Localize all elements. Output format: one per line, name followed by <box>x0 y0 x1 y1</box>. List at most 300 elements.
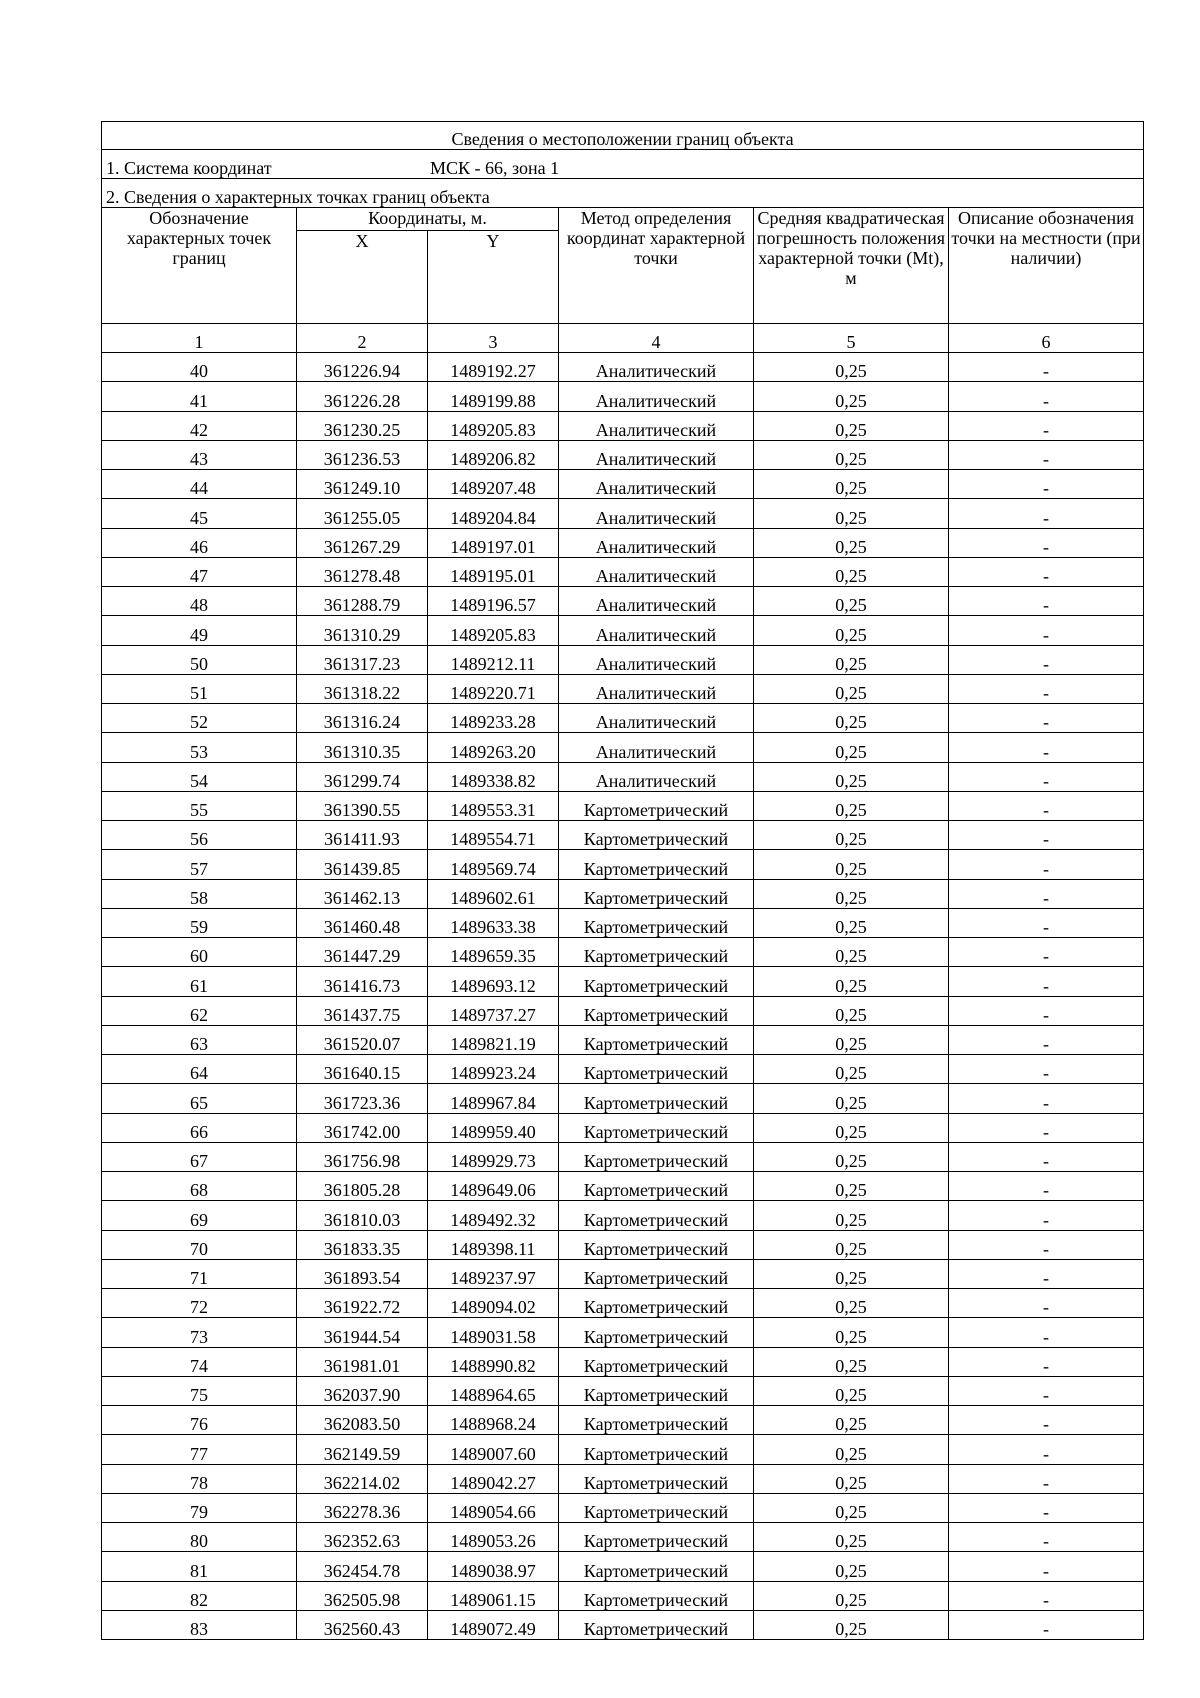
point-number-cell: 45 <box>102 499 297 528</box>
description-cell: - <box>949 704 1144 733</box>
coord-y-cell: 1489737.27 <box>428 996 559 1025</box>
mean-error-cell: 0,25 <box>754 1289 949 1318</box>
coord-y-cell: 1489929.73 <box>428 1142 559 1171</box>
method-cell: Картометрический <box>559 879 754 908</box>
coord-y-cell: 1489192.27 <box>428 353 559 382</box>
coord-y-cell: 1489693.12 <box>428 967 559 996</box>
mean-error-cell: 0,25 <box>754 1552 949 1581</box>
coord-y-cell: 1489042.27 <box>428 1464 559 1493</box>
point-number-cell: 55 <box>102 791 297 820</box>
mean-error-cell: 0,25 <box>754 411 949 440</box>
table-row <box>102 1464 1144 1493</box>
description-cell: - <box>949 1201 1144 1230</box>
coord-x-cell: 361226.94 <box>297 353 428 382</box>
coord-y-cell: 1489633.38 <box>428 908 559 937</box>
coord-x-cell: 361236.53 <box>297 440 428 469</box>
coord-y-cell: 1489220.71 <box>428 674 559 703</box>
method-cell: Картометрический <box>559 1201 754 1230</box>
coord-x-cell: 361833.35 <box>297 1230 428 1259</box>
method-cell: Картометрический <box>559 1084 754 1113</box>
coord-x-cell: 361893.54 <box>297 1259 428 1288</box>
description-cell: - <box>949 1172 1144 1201</box>
header-y: Y <box>428 231 559 324</box>
method-cell: Картометрический <box>559 1493 754 1522</box>
mean-error-cell: 0,25 <box>754 938 949 967</box>
coord-y-cell: 1489338.82 <box>428 762 559 791</box>
description-cell: - <box>949 791 1144 820</box>
coord-y-cell: 1489553.31 <box>428 791 559 820</box>
coord-x-cell: 361411.93 <box>297 821 428 850</box>
table-row <box>102 1376 1144 1405</box>
table-row <box>102 470 1144 499</box>
description-cell: - <box>949 528 1144 557</box>
point-number-cell: 75 <box>102 1376 297 1405</box>
table-row <box>102 704 1144 733</box>
table-body <box>102 353 1144 1640</box>
coord-x-cell: 362560.43 <box>297 1610 428 1639</box>
header-x: X <box>297 231 428 324</box>
description-cell: - <box>949 1084 1144 1113</box>
column-number: 2 <box>297 324 428 353</box>
header-point-designation: Обозначение характерных точек границ <box>102 208 297 324</box>
coord-y-cell: 1489031.58 <box>428 1318 559 1347</box>
mean-error-cell: 0,25 <box>754 762 949 791</box>
table-row <box>102 1172 1144 1201</box>
table-row <box>102 645 1144 674</box>
mean-error-cell: 0,25 <box>754 1201 949 1230</box>
table-row <box>102 411 1144 440</box>
method-cell: Картометрический <box>559 1055 754 1084</box>
method-cell: Картометрический <box>559 967 754 996</box>
description-cell: - <box>949 1289 1144 1318</box>
mean-error-cell: 0,25 <box>754 908 949 937</box>
description-cell: - <box>949 1025 1144 1054</box>
coord-y-cell: 1489821.19 <box>428 1025 559 1054</box>
coord-x-cell: 361299.74 <box>297 762 428 791</box>
description-cell: - <box>949 1113 1144 1142</box>
coord-x-cell: 361288.79 <box>297 587 428 616</box>
description-cell: - <box>949 353 1144 382</box>
mean-error-cell: 0,25 <box>754 645 949 674</box>
section-title: 2. Сведения о характерных точках границ объекта <box>102 179 1144 208</box>
point-number-cell: 68 <box>102 1172 297 1201</box>
mean-error-cell: 0,25 <box>754 1142 949 1171</box>
description-cell: - <box>949 908 1144 937</box>
coord-x-cell: 361437.75 <box>297 996 428 1025</box>
method-cell: Аналитический <box>559 674 754 703</box>
coord-x-cell: 361944.54 <box>297 1318 428 1347</box>
method-cell: Аналитический <box>559 704 754 733</box>
coord-x-cell: 361317.23 <box>297 645 428 674</box>
description-cell: - <box>949 382 1144 411</box>
mean-error-cell: 0,25 <box>754 850 949 879</box>
coord-y-cell: 1489263.20 <box>428 733 559 762</box>
description-cell: - <box>949 821 1144 850</box>
point-number-cell: 83 <box>102 1610 297 1639</box>
method-cell: Картометрический <box>559 1318 754 1347</box>
column-number: 4 <box>559 324 754 353</box>
description-cell: - <box>949 1259 1144 1288</box>
point-number-cell: 44 <box>102 470 297 499</box>
coord-y-cell: 1489492.32 <box>428 1201 559 1230</box>
description-cell: - <box>949 1347 1144 1376</box>
description-cell: - <box>949 1610 1144 1639</box>
table-row <box>102 674 1144 703</box>
coord-x-cell: 362214.02 <box>297 1464 428 1493</box>
coord-y-cell: 1489212.11 <box>428 645 559 674</box>
method-cell: Картометрический <box>559 1581 754 1610</box>
coord-x-cell: 361267.29 <box>297 528 428 557</box>
description-cell: - <box>949 1230 1144 1259</box>
description-cell: - <box>949 762 1144 791</box>
table-row <box>102 587 1144 616</box>
coord-system-label: 1. Система координат <box>106 158 272 178</box>
point-number-cell: 59 <box>102 908 297 937</box>
point-number-cell: 77 <box>102 1435 297 1464</box>
description-cell: - <box>949 1142 1144 1171</box>
table-row <box>102 733 1144 762</box>
coord-x-cell: 361756.98 <box>297 1142 428 1171</box>
point-number-cell: 71 <box>102 1259 297 1288</box>
mean-error-cell: 0,25 <box>754 1435 949 1464</box>
method-cell: Картометрический <box>559 850 754 879</box>
mean-error-cell: 0,25 <box>754 587 949 616</box>
mean-error-cell: 0,25 <box>754 528 949 557</box>
mean-error-cell: 0,25 <box>754 1610 949 1639</box>
point-number-cell: 62 <box>102 996 297 1025</box>
method-cell: Аналитический <box>559 382 754 411</box>
column-number: 6 <box>949 324 1144 353</box>
method-cell: Аналитический <box>559 762 754 791</box>
document-title: Сведения о местоположении границ объекта <box>102 122 1144 150</box>
description-cell: - <box>949 645 1144 674</box>
mean-error-cell: 0,25 <box>754 1025 949 1054</box>
mean-error-cell: 0,25 <box>754 1581 949 1610</box>
point-number-cell: 70 <box>102 1230 297 1259</box>
coord-y-cell: 1489569.74 <box>428 850 559 879</box>
point-number-cell: 58 <box>102 879 297 908</box>
coord-x-cell: 361805.28 <box>297 1172 428 1201</box>
point-number-cell: 47 <box>102 557 297 586</box>
description-cell: - <box>949 557 1144 586</box>
mean-error-cell: 0,25 <box>754 1523 949 1552</box>
method-cell: Картометрический <box>559 1172 754 1201</box>
point-number-cell: 63 <box>102 1025 297 1054</box>
table-row <box>102 382 1144 411</box>
coord-x-cell: 361310.29 <box>297 616 428 645</box>
method-cell: Аналитический <box>559 587 754 616</box>
method-cell: Картометрический <box>559 1552 754 1581</box>
method-cell: Аналитический <box>559 440 754 469</box>
table-row <box>102 908 1144 937</box>
coord-y-cell: 1488964.65 <box>428 1376 559 1405</box>
point-number-cell: 79 <box>102 1493 297 1522</box>
mean-error-cell: 0,25 <box>754 674 949 703</box>
coord-x-cell: 361447.29 <box>297 938 428 967</box>
point-number-cell: 65 <box>102 1084 297 1113</box>
coord-x-cell: 362083.50 <box>297 1406 428 1435</box>
method-cell: Картометрический <box>559 1025 754 1054</box>
mean-error-cell: 0,25 <box>754 1113 949 1142</box>
method-cell: Картометрический <box>559 1142 754 1171</box>
header-description: Описание обозначения точки на местности (при наличии) <box>949 208 1144 324</box>
coord-x-cell: 361460.48 <box>297 908 428 937</box>
table-row <box>102 499 1144 528</box>
coord-x-cell: 361310.35 <box>297 733 428 762</box>
table-row <box>102 557 1144 586</box>
header-method: Метод определения координат характерной точки <box>559 208 754 324</box>
point-number-cell: 74 <box>102 1347 297 1376</box>
coord-y-cell: 1489038.97 <box>428 1552 559 1581</box>
table-row <box>102 850 1144 879</box>
method-cell: Картометрический <box>559 1435 754 1464</box>
mean-error-cell: 0,25 <box>754 1493 949 1522</box>
table-row <box>102 1259 1144 1288</box>
point-number-cell: 40 <box>102 353 297 382</box>
table-row <box>102 1230 1144 1259</box>
point-number-cell: 41 <box>102 382 297 411</box>
coord-y-cell: 1489207.48 <box>428 470 559 499</box>
point-number-cell: 80 <box>102 1523 297 1552</box>
point-number-cell: 72 <box>102 1289 297 1318</box>
mean-error-cell: 0,25 <box>754 616 949 645</box>
mean-error-cell: 0,25 <box>754 1230 949 1259</box>
method-cell: Картометрический <box>559 1230 754 1259</box>
point-number-cell: 48 <box>102 587 297 616</box>
coord-y-cell: 1489054.66 <box>428 1493 559 1522</box>
point-number-cell: 81 <box>102 1552 297 1581</box>
table-row <box>102 1552 1144 1581</box>
coord-y-cell: 1489199.88 <box>428 382 559 411</box>
table-row <box>102 1142 1144 1171</box>
table-row <box>102 1318 1144 1347</box>
coord-x-cell: 362352.63 <box>297 1523 428 1552</box>
method-cell: Аналитический <box>559 557 754 586</box>
description-cell: - <box>949 674 1144 703</box>
coord-y-cell: 1489072.49 <box>428 1610 559 1639</box>
method-cell: Картометрический <box>559 996 754 1025</box>
point-number-cell: 51 <box>102 674 297 703</box>
table-row <box>102 353 1144 382</box>
coord-y-cell: 1489094.02 <box>428 1289 559 1318</box>
coord-y-cell: 1489233.28 <box>428 704 559 733</box>
point-number-cell: 49 <box>102 616 297 645</box>
mean-error-cell: 0,25 <box>754 353 949 382</box>
description-cell: - <box>949 1376 1144 1405</box>
method-cell: Картометрический <box>559 1289 754 1318</box>
boundary-points-table <box>101 121 1144 1640</box>
mean-error-cell: 0,25 <box>754 879 949 908</box>
method-cell: Аналитический <box>559 353 754 382</box>
coord-x-cell: 361922.72 <box>297 1289 428 1318</box>
coord-y-cell: 1488968.24 <box>428 1406 559 1435</box>
description-cell: - <box>949 1055 1144 1084</box>
table-row <box>102 1084 1144 1113</box>
coord-x-cell: 361742.00 <box>297 1113 428 1142</box>
description-cell: - <box>949 1581 1144 1610</box>
method-cell: Аналитический <box>559 470 754 499</box>
description-cell: - <box>949 440 1144 469</box>
coord-y-cell: 1489237.97 <box>428 1259 559 1288</box>
mean-error-cell: 0,25 <box>754 1318 949 1347</box>
coord-y-cell: 1489602.61 <box>428 879 559 908</box>
mean-error-cell: 0,25 <box>754 996 949 1025</box>
point-number-cell: 52 <box>102 704 297 733</box>
method-cell: Картометрический <box>559 1464 754 1493</box>
table-row <box>102 1113 1144 1142</box>
coord-y-cell: 1489204.84 <box>428 499 559 528</box>
description-cell: - <box>949 850 1144 879</box>
description-cell: - <box>949 1406 1144 1435</box>
method-cell: Картометрический <box>559 1259 754 1288</box>
table-row <box>102 1493 1144 1522</box>
description-cell: - <box>949 1435 1144 1464</box>
method-cell: Картометрический <box>559 938 754 967</box>
coord-y-cell: 1489206.82 <box>428 440 559 469</box>
coord-y-cell: 1488990.82 <box>428 1347 559 1376</box>
table-row <box>102 440 1144 469</box>
coord-x-cell: 361316.24 <box>297 704 428 733</box>
coord-x-cell: 361278.48 <box>297 557 428 586</box>
method-cell: Аналитический <box>559 616 754 645</box>
method-cell: Картометрический <box>559 791 754 820</box>
method-cell: Аналитический <box>559 528 754 557</box>
description-cell: - <box>949 1493 1144 1522</box>
point-number-cell: 60 <box>102 938 297 967</box>
coord-y-cell: 1489195.01 <box>428 557 559 586</box>
mean-error-cell: 0,25 <box>754 1172 949 1201</box>
coord-x-cell: 361723.36 <box>297 1084 428 1113</box>
coord-x-cell: 361255.05 <box>297 499 428 528</box>
coord-x-cell: 361981.01 <box>297 1347 428 1376</box>
method-cell: Картометрический <box>559 1347 754 1376</box>
point-number-cell: 69 <box>102 1201 297 1230</box>
method-cell: Картометрический <box>559 1610 754 1639</box>
method-cell: Аналитический <box>559 733 754 762</box>
table-row <box>102 791 1144 820</box>
coord-x-cell: 361226.28 <box>297 382 428 411</box>
coord-x-cell: 361230.25 <box>297 411 428 440</box>
description-cell: - <box>949 1523 1144 1552</box>
coord-x-cell: 362037.90 <box>297 1376 428 1405</box>
point-number-cell: 50 <box>102 645 297 674</box>
coord-y-cell: 1489959.40 <box>428 1113 559 1142</box>
header-coordinates: Координаты, м. <box>297 208 559 231</box>
point-number-cell: 64 <box>102 1055 297 1084</box>
table-row <box>102 1289 1144 1318</box>
mean-error-cell: 0,25 <box>754 1376 949 1405</box>
table-row <box>102 528 1144 557</box>
coord-y-cell: 1489398.11 <box>428 1230 559 1259</box>
table-row <box>102 1406 1144 1435</box>
table-row <box>102 1055 1144 1084</box>
table-row <box>102 821 1144 850</box>
mean-error-cell: 0,25 <box>754 557 949 586</box>
mean-error-cell: 0,25 <box>754 704 949 733</box>
coord-x-cell: 361439.85 <box>297 850 428 879</box>
mean-error-cell: 0,25 <box>754 733 949 762</box>
point-number-cell: 76 <box>102 1406 297 1435</box>
method-cell: Аналитический <box>559 645 754 674</box>
coord-x-cell: 362149.59 <box>297 1435 428 1464</box>
coord-x-cell: 361640.15 <box>297 1055 428 1084</box>
mean-error-cell: 0,25 <box>754 382 949 411</box>
mean-error-cell: 0,25 <box>754 499 949 528</box>
mean-error-cell: 0,25 <box>754 1464 949 1493</box>
point-number-cell: 82 <box>102 1581 297 1610</box>
point-number-cell: 56 <box>102 821 297 850</box>
description-cell: - <box>949 938 1144 967</box>
description-cell: - <box>949 499 1144 528</box>
description-cell: - <box>949 1552 1144 1581</box>
coord-system-row <box>102 150 1144 179</box>
coord-y-cell: 1489053.26 <box>428 1523 559 1552</box>
point-number-cell: 57 <box>102 850 297 879</box>
coord-y-cell: 1489205.83 <box>428 411 559 440</box>
coord-y-cell: 1489649.06 <box>428 1172 559 1201</box>
description-cell: - <box>949 1318 1144 1347</box>
point-number-cell: 66 <box>102 1113 297 1142</box>
method-cell: Картометрический <box>559 821 754 850</box>
table-row <box>102 1025 1144 1054</box>
description-cell: - <box>949 470 1144 499</box>
coord-y-cell: 1489196.57 <box>428 587 559 616</box>
coord-y-cell: 1489007.60 <box>428 1435 559 1464</box>
mean-error-cell: 0,25 <box>754 821 949 850</box>
coord-y-cell: 1489205.83 <box>428 616 559 645</box>
coord-x-cell: 361810.03 <box>297 1201 428 1230</box>
point-number-cell: 61 <box>102 967 297 996</box>
coord-system-value: МСК - 66, зона 1 <box>430 158 560 178</box>
method-cell: Картометрический <box>559 1113 754 1142</box>
coord-x-cell: 361462.13 <box>297 879 428 908</box>
table-row <box>102 1201 1144 1230</box>
mean-error-cell: 0,25 <box>754 470 949 499</box>
table-row <box>102 1347 1144 1376</box>
header-error: Средняя квадратическая погрешность положения характерной точки (Mt), м <box>754 208 949 324</box>
coord-y-cell: 1489967.84 <box>428 1084 559 1113</box>
point-number-cell: 42 <box>102 411 297 440</box>
table-row <box>102 967 1144 996</box>
table-row <box>102 1435 1144 1464</box>
method-cell: Картометрический <box>559 908 754 937</box>
description-cell: - <box>949 967 1144 996</box>
method-cell: Аналитический <box>559 411 754 440</box>
point-number-cell: 43 <box>102 440 297 469</box>
table-row <box>102 1610 1144 1639</box>
mean-error-cell: 0,25 <box>754 1259 949 1288</box>
description-cell: - <box>949 411 1144 440</box>
table-row <box>102 1581 1144 1610</box>
coord-x-cell: 361390.55 <box>297 791 428 820</box>
method-cell: Картометрический <box>559 1406 754 1435</box>
description-cell: - <box>949 587 1144 616</box>
coord-y-cell: 1489659.35 <box>428 938 559 967</box>
table-row <box>102 879 1144 908</box>
coord-y-cell: 1489923.24 <box>428 1055 559 1084</box>
column-number: 5 <box>754 324 949 353</box>
method-cell: Аналитический <box>559 499 754 528</box>
point-number-cell: 67 <box>102 1142 297 1171</box>
mean-error-cell: 0,25 <box>754 1084 949 1113</box>
coord-x-cell: 362454.78 <box>297 1552 428 1581</box>
point-number-cell: 46 <box>102 528 297 557</box>
column-number: 3 <box>428 324 559 353</box>
mean-error-cell: 0,25 <box>754 791 949 820</box>
point-number-cell: 78 <box>102 1464 297 1493</box>
coord-x-cell: 361318.22 <box>297 674 428 703</box>
table-row <box>102 996 1144 1025</box>
